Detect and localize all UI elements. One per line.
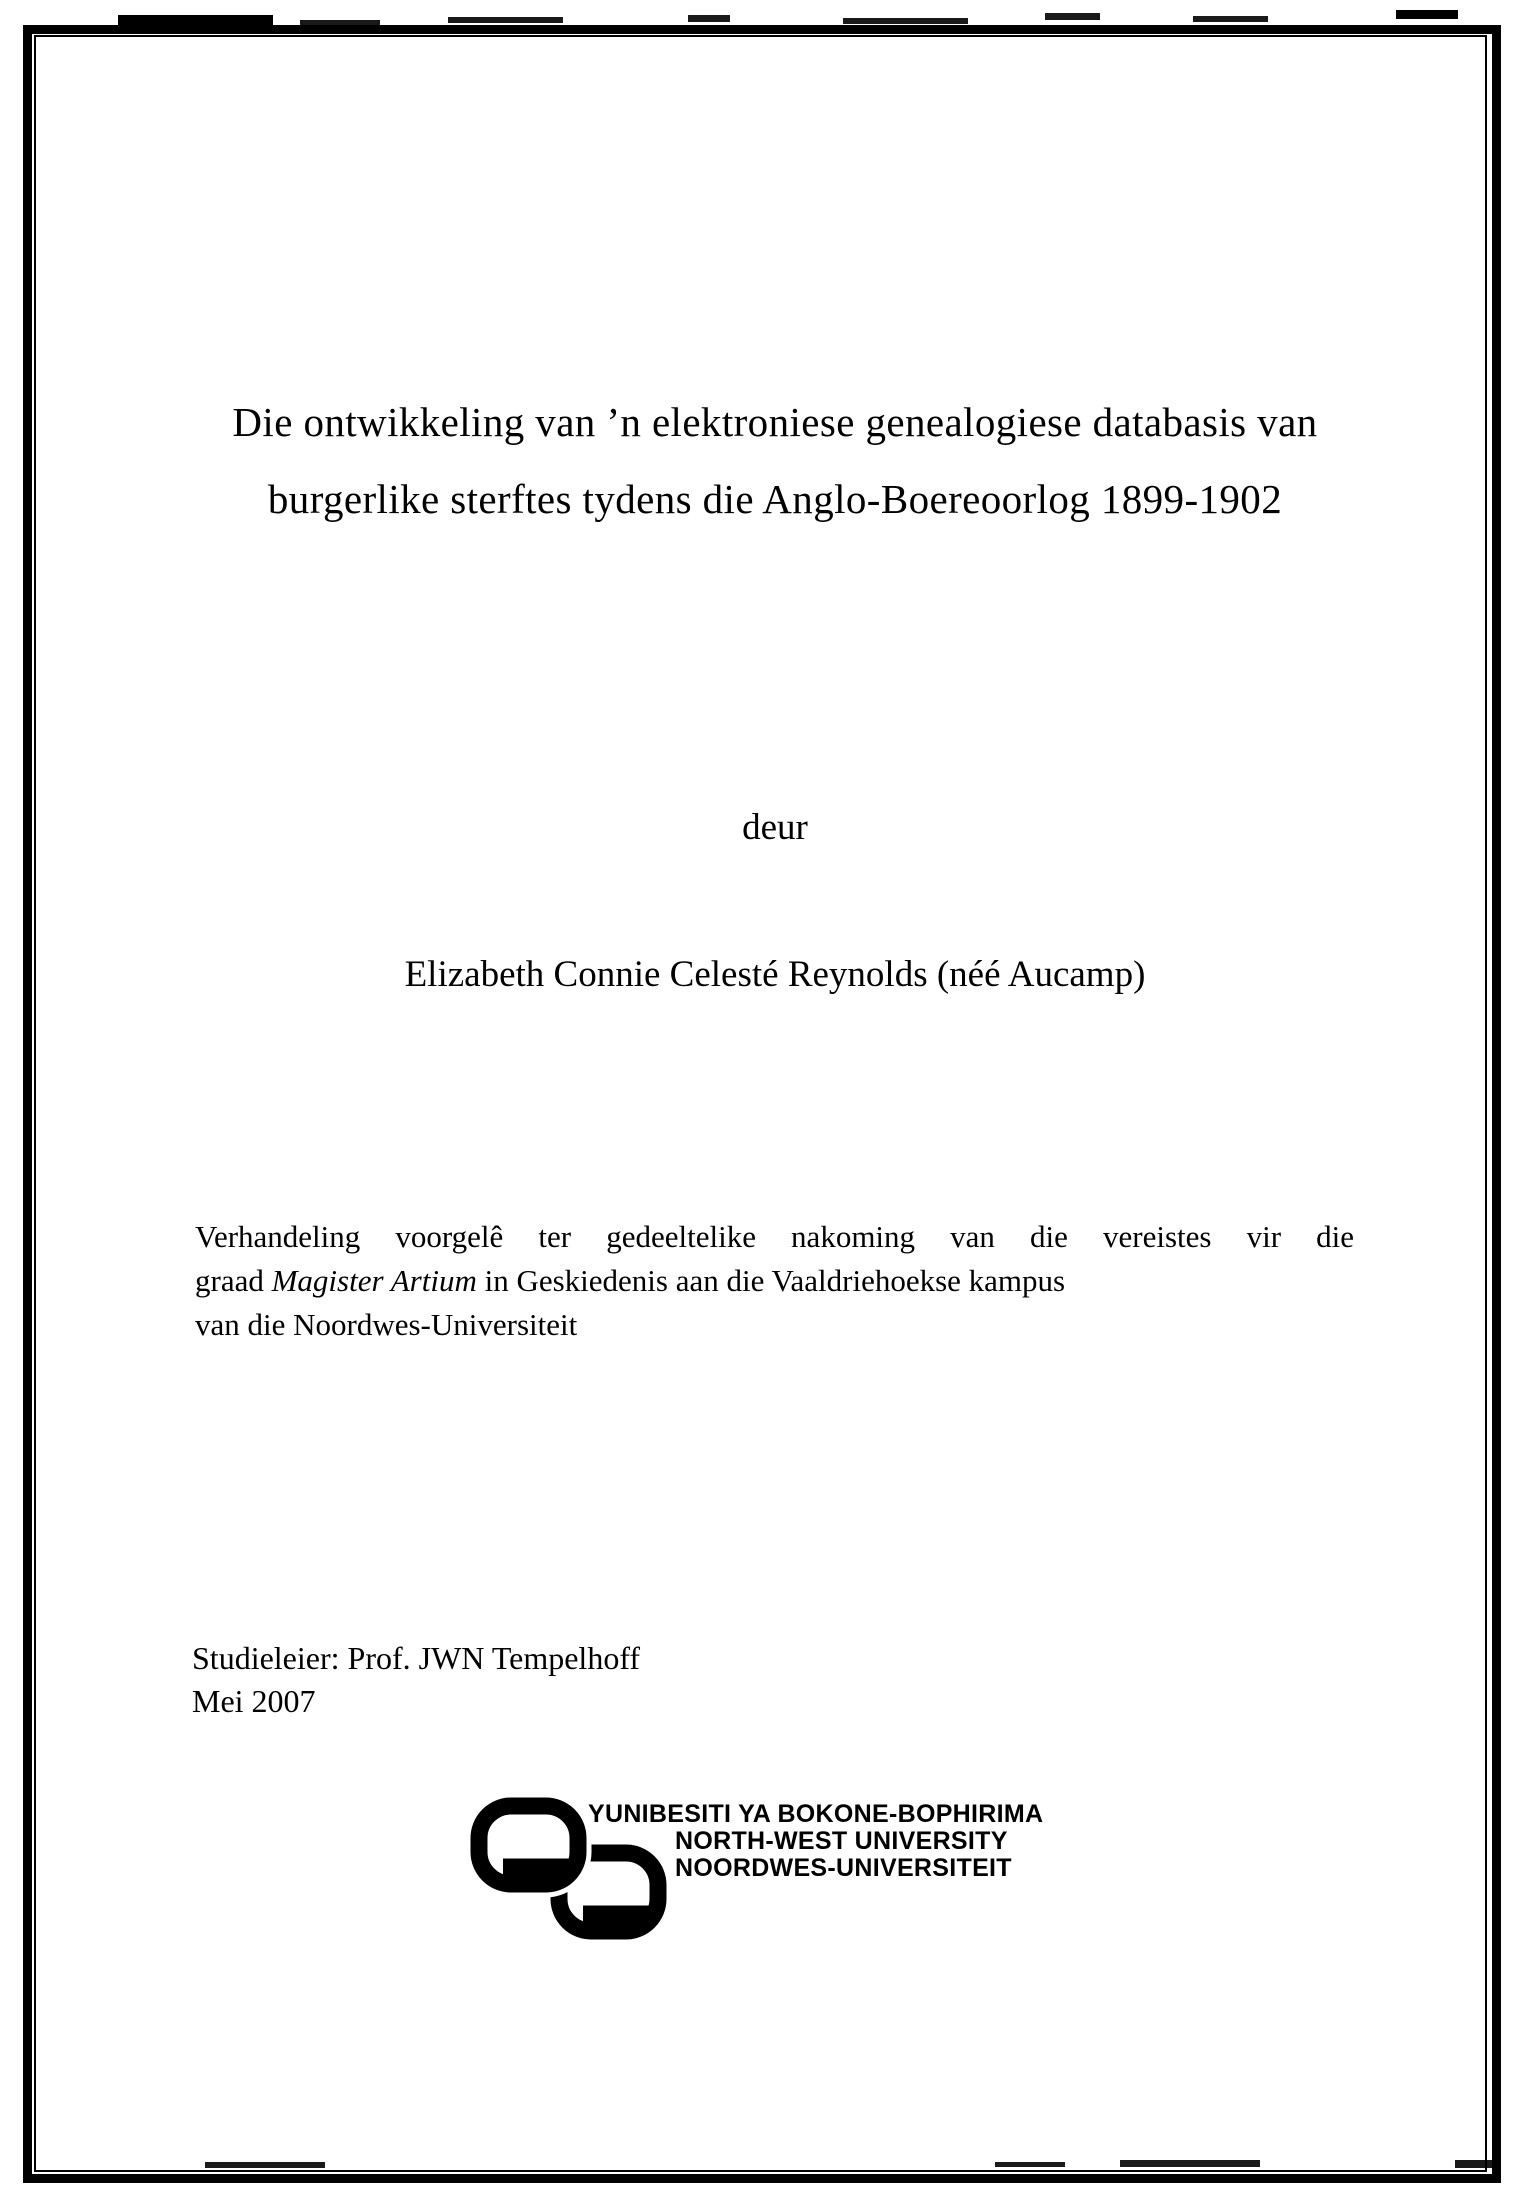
degree-statement <box>195 1215 1354 1347</box>
statement-line-3: van die Noordwes-Universiteit <box>195 1307 578 1342</box>
university-wordmark <box>588 1801 1043 1882</box>
scan-artifact <box>688 15 730 22</box>
logo-line-english: NORTH-WEST UNIVERSITY <box>675 1827 1008 1855</box>
statement-line-2-suffix: in Geskiedenis aan die Vaaldriehoekse kampus <box>476 1263 1066 1298</box>
statement-line-1: Verhandeling voorgelê ter gedeeltelike nakoming van die vereistes vir die <box>195 1219 1354 1254</box>
statement-line-2-degree: Magister Artium <box>271 1263 477 1298</box>
statement-line-2 <box>195 1259 1354 1303</box>
date-line: Mei 2007 <box>192 1683 316 1719</box>
logo-line-setswana: YUNIBESITI YA BOKONE-BOPHIRIMA <box>588 1800 1044 1828</box>
scan-artifact <box>448 17 563 23</box>
scan-artifact <box>118 15 273 25</box>
logo-line-afrikaans: NOORDWES-UNIVERSITEIT <box>675 1854 1012 1882</box>
title-line-1: Die ontwikkeling van ’n elektroniese genealogiese databasis van <box>232 399 1318 445</box>
supervisor-line: Studieleier: Prof. JWN Tempelhoff <box>192 1640 641 1676</box>
statement-line-2-prefix: graad <box>195 1263 272 1298</box>
scan-artifact <box>1193 16 1268 22</box>
title-line-2: burgerlike sterftes tydens die Anglo-Boereoorlog 1899-1902 <box>267 476 1283 522</box>
scan-artifact <box>843 18 968 24</box>
scan-artifact <box>1396 10 1458 19</box>
byline-label: deur <box>742 807 808 848</box>
author-name: Elizabeth Connie Celesté Reynolds (néé Aucamp) <box>404 954 1146 995</box>
thesis-title <box>23 384 1527 538</box>
scan-artifact <box>1045 13 1100 20</box>
supervisor-block <box>192 1637 640 1723</box>
